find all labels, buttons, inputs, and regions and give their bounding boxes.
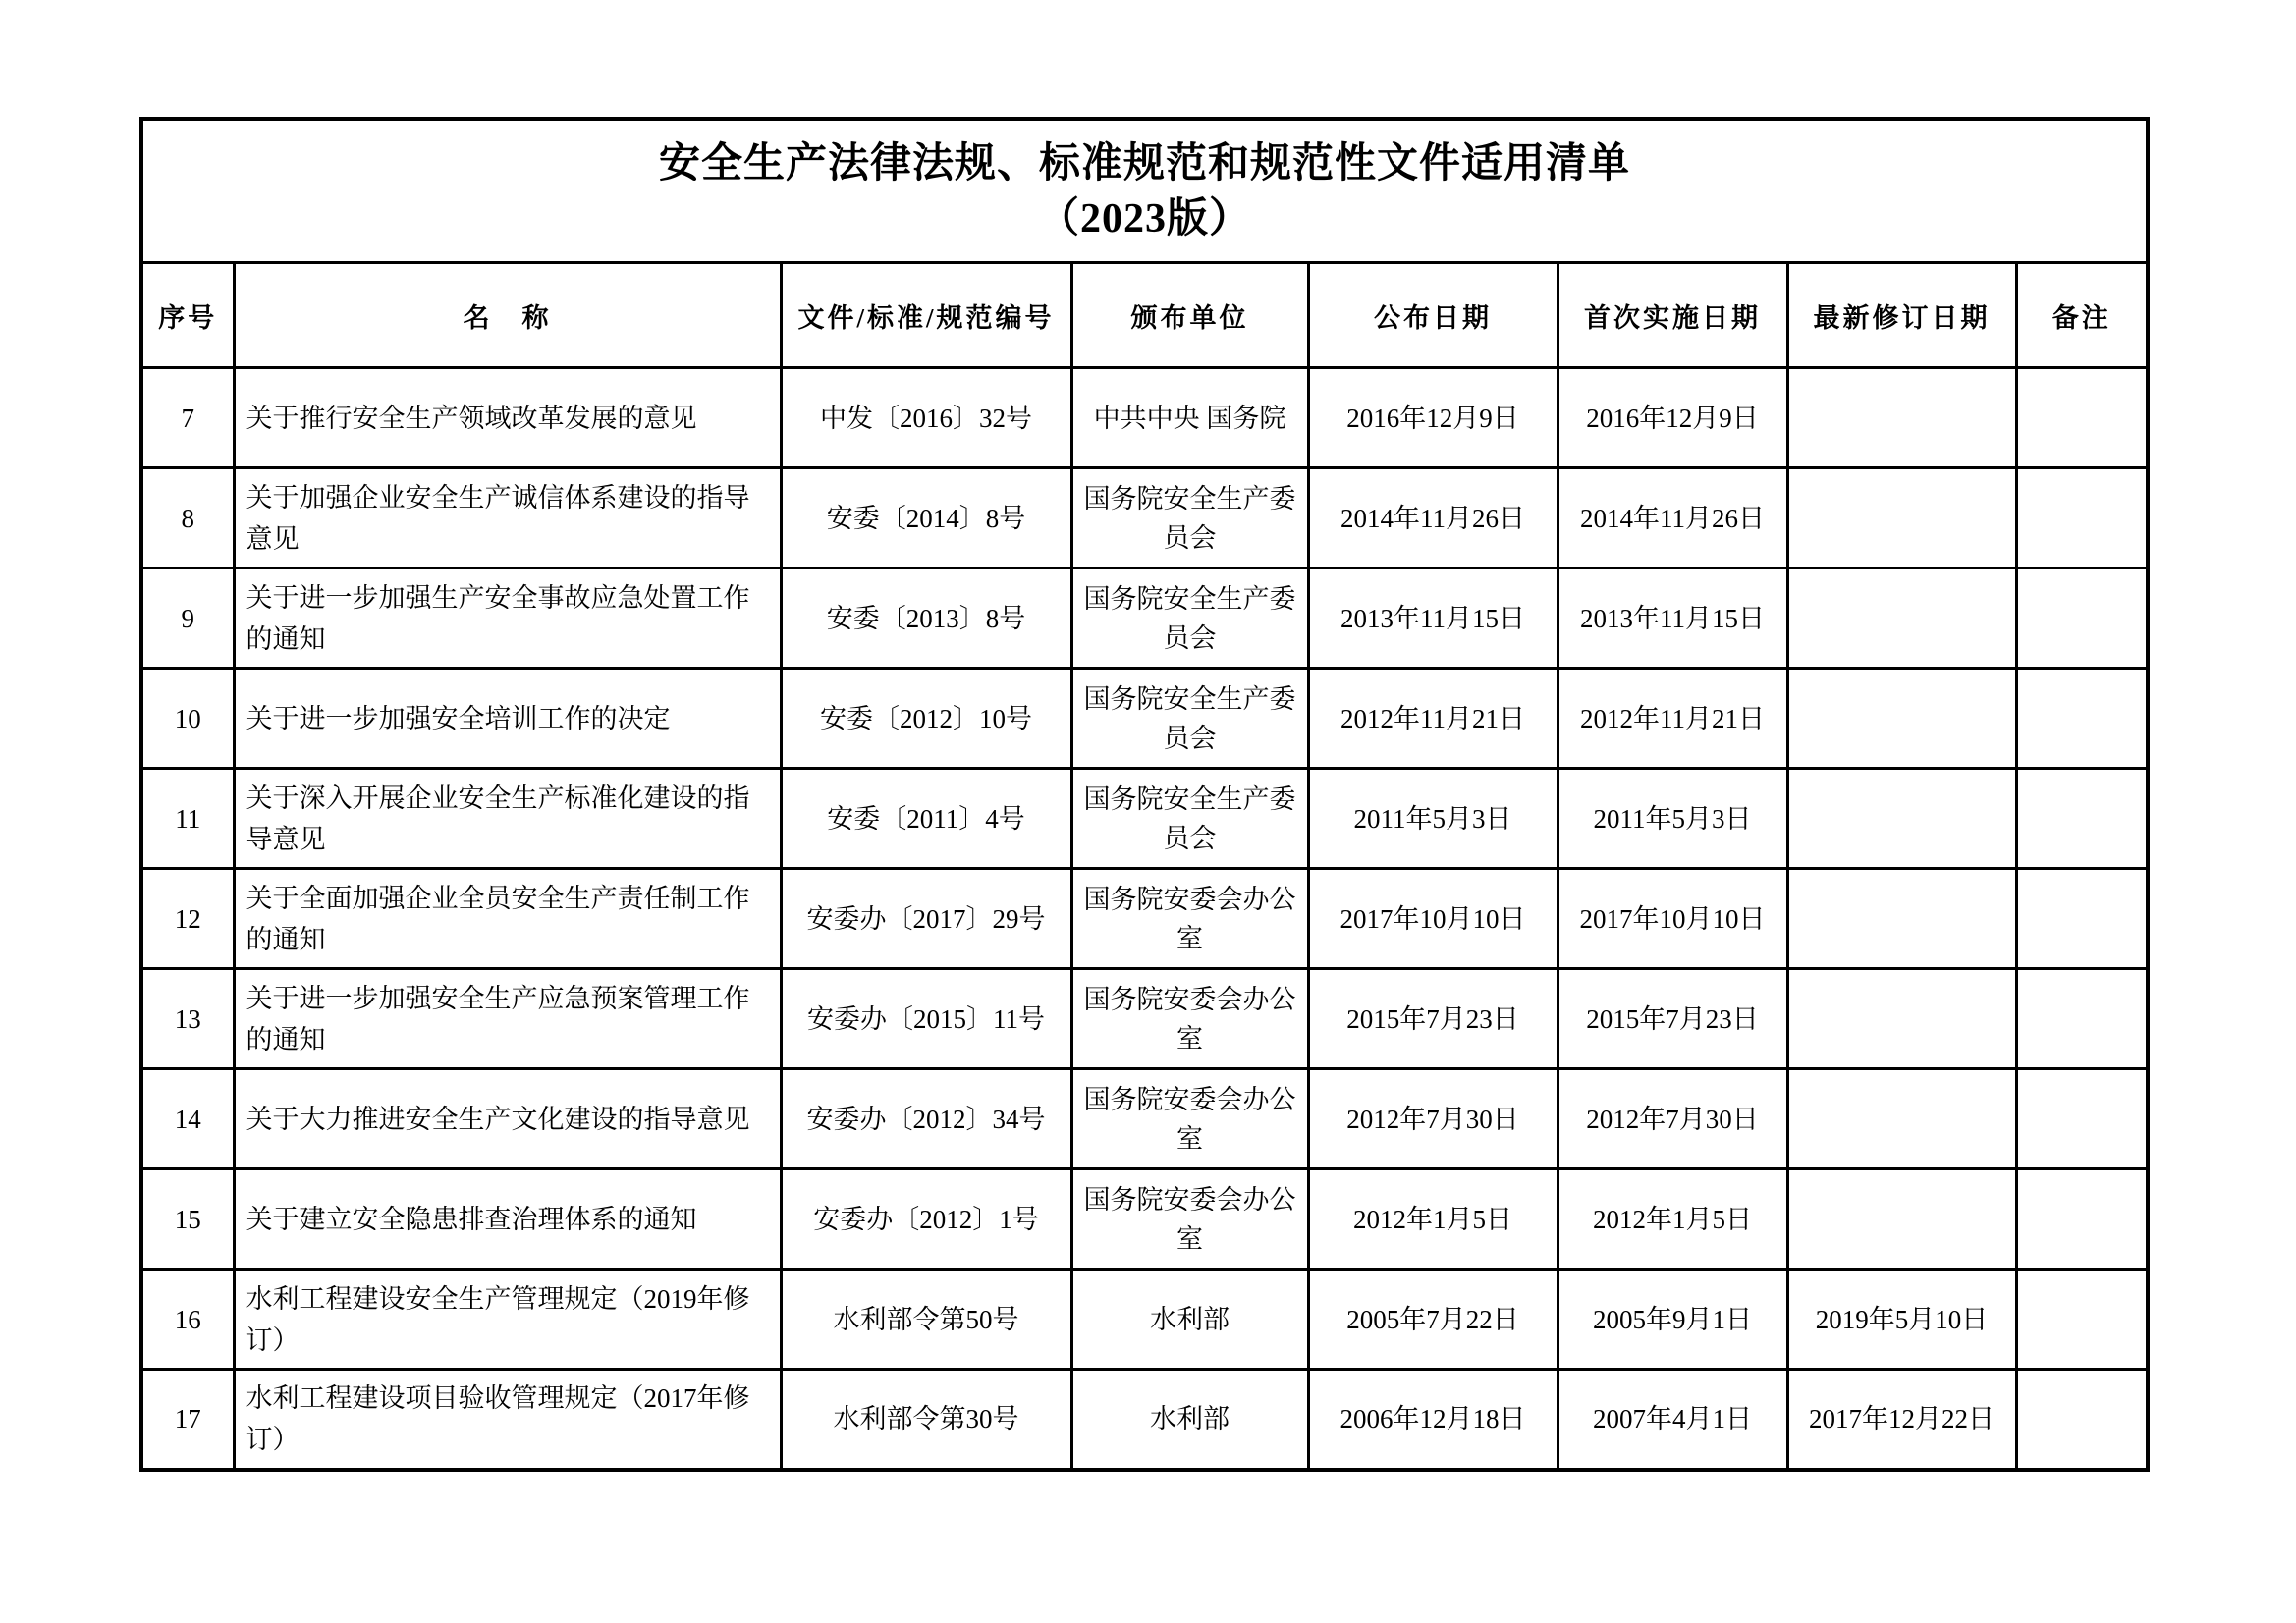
table-row xyxy=(141,869,2148,969)
cell-publish_date: 2012年11月21日 xyxy=(1308,669,1558,769)
cell-latest_revision_date xyxy=(1787,869,2016,969)
cell-no: 14 xyxy=(141,1069,234,1169)
table-row xyxy=(141,1069,2148,1169)
column-header-name: 名 称 xyxy=(234,263,781,368)
cell-name: 关于建立安全隐患排查治理体系的通知 xyxy=(234,1169,781,1270)
table-row xyxy=(141,1169,2148,1270)
column-header-latest_revision_date: 最新修订日期 xyxy=(1787,263,2016,368)
cell-publish_date: 2014年11月26日 xyxy=(1308,468,1558,568)
cell-doc_no: 安委办〔2012〕34号 xyxy=(781,1069,1071,1169)
cell-no: 15 xyxy=(141,1169,234,1270)
cell-latest_revision_date xyxy=(1787,969,2016,1069)
cell-first_impl_date: 2013年11月15日 xyxy=(1558,568,1787,669)
table-row xyxy=(141,1270,2148,1370)
page-title-version: （2023版） xyxy=(1038,195,1252,242)
cell-latest_revision_date: 2019年5月10日 xyxy=(1787,1270,2016,1370)
cell-no: 16 xyxy=(141,1270,234,1370)
cell-remark xyxy=(2016,568,2148,669)
cell-publish_date: 2012年7月30日 xyxy=(1308,1069,1558,1169)
cell-issuer: 国务院安委会办公室 xyxy=(1071,969,1308,1069)
cell-doc_no: 水利部令第30号 xyxy=(781,1370,1071,1470)
cell-doc_no: 安委〔2014〕8号 xyxy=(781,468,1071,568)
cell-doc_no: 安委办〔2015〕11号 xyxy=(781,969,1071,1069)
cell-remark xyxy=(2016,368,2148,468)
cell-latest_revision_date xyxy=(1787,468,2016,568)
cell-publish_date: 2005年7月22日 xyxy=(1308,1270,1558,1370)
cell-first_impl_date: 2017年10月10日 xyxy=(1558,869,1787,969)
table-row xyxy=(141,669,2148,769)
table-body xyxy=(141,368,2148,1470)
cell-latest_revision_date xyxy=(1787,669,2016,769)
cell-doc_no: 水利部令第50号 xyxy=(781,1270,1071,1370)
cell-latest_revision_date xyxy=(1787,1169,2016,1270)
table-row xyxy=(141,568,2148,669)
cell-issuer: 国务院安全生产委员会 xyxy=(1071,669,1308,769)
table-row xyxy=(141,468,2148,568)
cell-remark xyxy=(2016,468,2148,568)
cell-no: 7 xyxy=(141,368,234,468)
cell-doc_no: 安委办〔2017〕29号 xyxy=(781,869,1071,969)
column-header-doc_no: 文件/标准/规范编号 xyxy=(781,263,1071,368)
column-header-first_impl_date: 首次实施日期 xyxy=(1558,263,1787,368)
cell-first_impl_date: 2011年5月3日 xyxy=(1558,769,1787,869)
column-header-remark: 备注 xyxy=(2016,263,2148,368)
cell-no: 10 xyxy=(141,669,234,769)
cell-name: 关于推行安全生产领域改革发展的意见 xyxy=(234,368,781,468)
cell-latest_revision_date xyxy=(1787,769,2016,869)
cell-remark xyxy=(2016,1169,2148,1270)
cell-name: 关于大力推进安全生产文化建设的指导意见 xyxy=(234,1069,781,1169)
cell-first_impl_date: 2007年4月1日 xyxy=(1558,1370,1787,1470)
cell-name: 水利工程建设项目验收管理规定（2017年修订） xyxy=(234,1370,781,1470)
cell-publish_date: 2016年12月9日 xyxy=(1308,368,1558,468)
cell-remark xyxy=(2016,869,2148,969)
column-header-no: 序号 xyxy=(141,263,234,368)
table-row xyxy=(141,769,2148,869)
cell-latest_revision_date: 2017年12月22日 xyxy=(1787,1370,2016,1470)
cell-doc_no: 安委〔2012〕10号 xyxy=(781,669,1071,769)
header-row xyxy=(141,263,2148,368)
cell-first_impl_date: 2014年11月26日 xyxy=(1558,468,1787,568)
cell-first_impl_date: 2015年7月23日 xyxy=(1558,969,1787,1069)
cell-latest_revision_date xyxy=(1787,1069,2016,1169)
cell-name: 关于进一步加强安全生产应急预案管理工作的通知 xyxy=(234,969,781,1069)
cell-remark xyxy=(2016,1069,2148,1169)
cell-publish_date: 2015年7月23日 xyxy=(1308,969,1558,1069)
cell-issuer: 国务院安委会办公室 xyxy=(1071,1169,1308,1270)
cell-publish_date: 2012年1月5日 xyxy=(1308,1169,1558,1270)
cell-issuer: 国务院安全生产委员会 xyxy=(1071,568,1308,669)
cell-remark xyxy=(2016,1370,2148,1470)
cell-no: 9 xyxy=(141,568,234,669)
cell-first_impl_date: 2005年9月1日 xyxy=(1558,1270,1787,1370)
cell-remark xyxy=(2016,769,2148,869)
cell-name: 水利工程建设安全生产管理规定（2019年修订） xyxy=(234,1270,781,1370)
cell-remark xyxy=(2016,669,2148,769)
cell-name: 关于进一步加强生产安全事故应急处置工作的通知 xyxy=(234,568,781,669)
cell-issuer: 国务院安全生产委员会 xyxy=(1071,468,1308,568)
cell-name: 关于深入开展企业安全生产标准化建设的指导意见 xyxy=(234,769,781,869)
cell-issuer: 水利部 xyxy=(1071,1270,1308,1370)
cell-publish_date: 2017年10月10日 xyxy=(1308,869,1558,969)
table-row xyxy=(141,969,2148,1069)
page-title: 安全生产法律法规、标准规范和规范性文件适用清单 xyxy=(659,140,1631,187)
cell-publish_date: 2013年11月15日 xyxy=(1308,568,1558,669)
cell-remark xyxy=(2016,969,2148,1069)
cell-name: 关于全面加强企业全员安全生产责任制工作的通知 xyxy=(234,869,781,969)
cell-first_impl_date: 2012年1月5日 xyxy=(1558,1169,1787,1270)
cell-issuer: 国务院安委会办公室 xyxy=(1071,1069,1308,1169)
cell-doc_no: 安委〔2013〕8号 xyxy=(781,568,1071,669)
cell-doc_no: 安委办〔2012〕1号 xyxy=(781,1169,1071,1270)
title-row xyxy=(141,119,2148,263)
table-title-cell xyxy=(141,119,2148,263)
table-row xyxy=(141,368,2148,468)
cell-latest_revision_date xyxy=(1787,568,2016,669)
cell-doc_no: 安委〔2011〕4号 xyxy=(781,769,1071,869)
cell-no: 17 xyxy=(141,1370,234,1470)
column-header-issuer: 颁布单位 xyxy=(1071,263,1308,368)
column-header-publish_date: 公布日期 xyxy=(1308,263,1558,368)
cell-no: 12 xyxy=(141,869,234,969)
cell-issuer: 国务院安全生产委员会 xyxy=(1071,769,1308,869)
cell-remark xyxy=(2016,1270,2148,1370)
cell-first_impl_date: 2016年12月9日 xyxy=(1558,368,1787,468)
cell-first_impl_date: 2012年7月30日 xyxy=(1558,1069,1787,1169)
cell-issuer: 水利部 xyxy=(1071,1370,1308,1470)
cell-name: 关于进一步加强安全培训工作的决定 xyxy=(234,669,781,769)
cell-issuer: 中共中央 国务院 xyxy=(1071,368,1308,468)
cell-issuer: 国务院安委会办公室 xyxy=(1071,869,1308,969)
cell-first_impl_date: 2012年11月21日 xyxy=(1558,669,1787,769)
table-row xyxy=(141,1370,2148,1470)
regulations-table xyxy=(139,117,2150,1472)
cell-no: 13 xyxy=(141,969,234,1069)
cell-no: 8 xyxy=(141,468,234,568)
cell-publish_date: 2006年12月18日 xyxy=(1308,1370,1558,1470)
cell-publish_date: 2011年5月3日 xyxy=(1308,769,1558,869)
cell-latest_revision_date xyxy=(1787,368,2016,468)
cell-doc_no: 中发〔2016〕32号 xyxy=(781,368,1071,468)
cell-name: 关于加强企业安全生产诚信体系建设的指导意见 xyxy=(234,468,781,568)
cell-no: 11 xyxy=(141,769,234,869)
